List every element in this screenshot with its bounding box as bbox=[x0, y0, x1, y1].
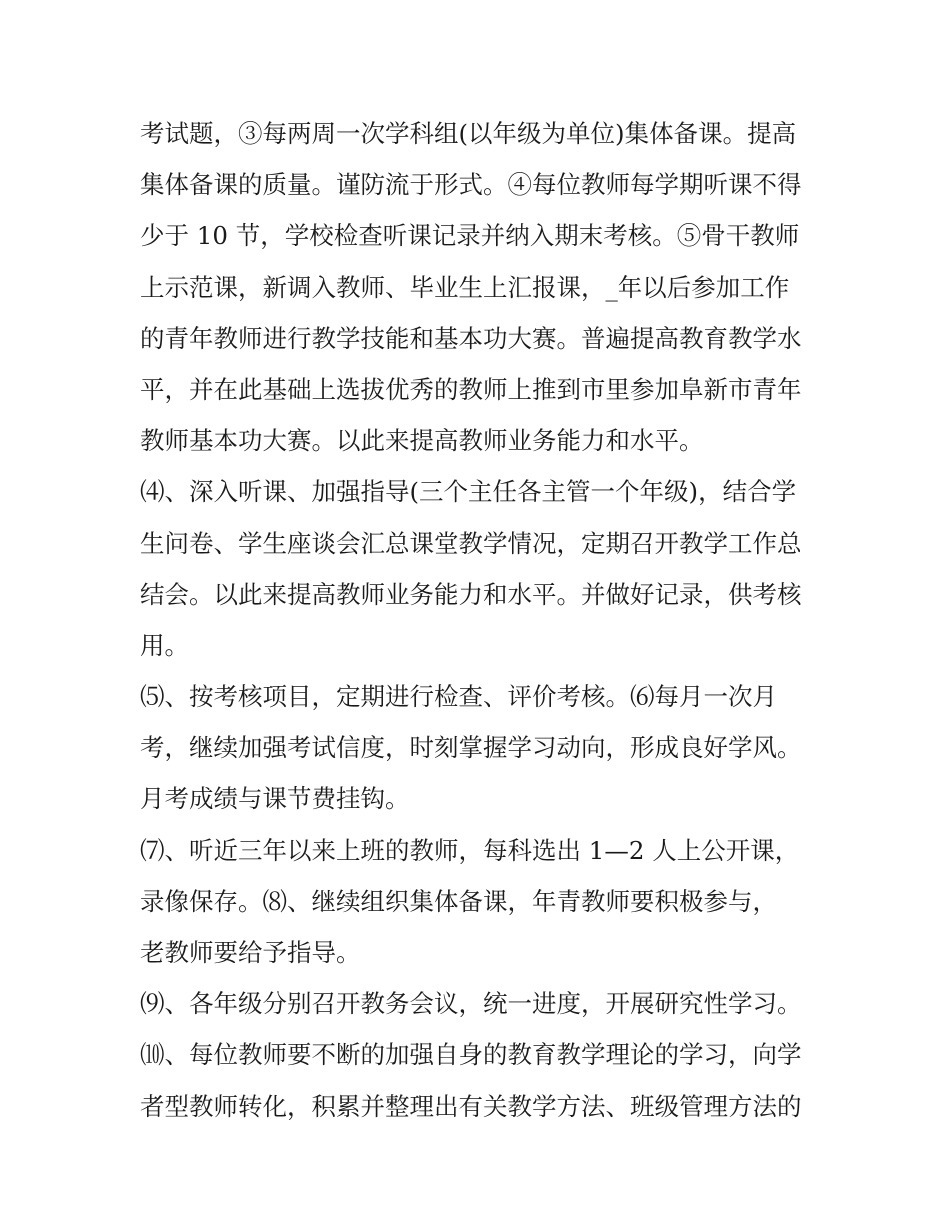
body-text bbox=[140, 108, 830, 1132]
text-line: 的青年教师进行教学技能和基本功大赛。普遍提高教育教学水 bbox=[140, 323, 802, 353]
text-line: 考试题，③每两周一次学科组(以年级为单位)集体备课。提高 bbox=[140, 119, 797, 148]
text-line: 集体备课的质量。谨防流于形式。④每位教师每学期听课不得 bbox=[140, 170, 802, 200]
text-line: ⑽、每位教师要不断的加强自身的教育教学理论的学习，向学 bbox=[140, 1040, 802, 1070]
text-line: 上示范课，新调入教师、毕业生上汇报课，_年以后参加工作 bbox=[140, 272, 790, 302]
text-line: 教师基本功大赛。以此来提高教师业务能力和水平。 bbox=[140, 426, 704, 456]
text-line: 用。 bbox=[140, 630, 189, 660]
text-line: ⑺、听近三年以来上班的教师，每科选出 1—2 人上公开课， bbox=[140, 835, 800, 865]
text-line: ⑼、各年级分别召开教务会议，统一进度，开展研究性学习。 bbox=[140, 989, 802, 1019]
text-line: 平，并在此基础上选拔优秀的教师上推到市里参加阜新市青年 bbox=[140, 374, 802, 404]
text-line: 生问卷、学生座谈会汇总课堂教学情况，定期召开教学工作总 bbox=[140, 528, 802, 558]
text-line: ⑸、按考核项目，定期进行检查、评价考核。⑹每月一次月 bbox=[140, 682, 777, 712]
text-line: 者型教师转化，积累并整理出有关教学方法、班级管理方法的 bbox=[140, 1091, 802, 1121]
text-line: 少于 10 节，学校检查听课记录并纳入期末考核。⑤骨干教师 bbox=[140, 221, 800, 251]
text-line: 老教师要给予指导。 bbox=[140, 938, 361, 967]
text-line: 月考成绩与课节费挂钩。 bbox=[140, 784, 410, 814]
text-line: 录像保存。⑻、继续组织集体备课，年青教师要积极参与， bbox=[140, 886, 777, 916]
text-line: 结会。以此来提高教师业务能力和水平。并做好记录，供考核 bbox=[140, 579, 802, 609]
text-line: ⑷、深入听课、加强指导(三个主任各主管一个年级)，结合学 bbox=[140, 477, 797, 507]
text-line: 考，继续加强考试信度，时刻掌握学习动向，形成良好学风。 bbox=[140, 733, 802, 763]
